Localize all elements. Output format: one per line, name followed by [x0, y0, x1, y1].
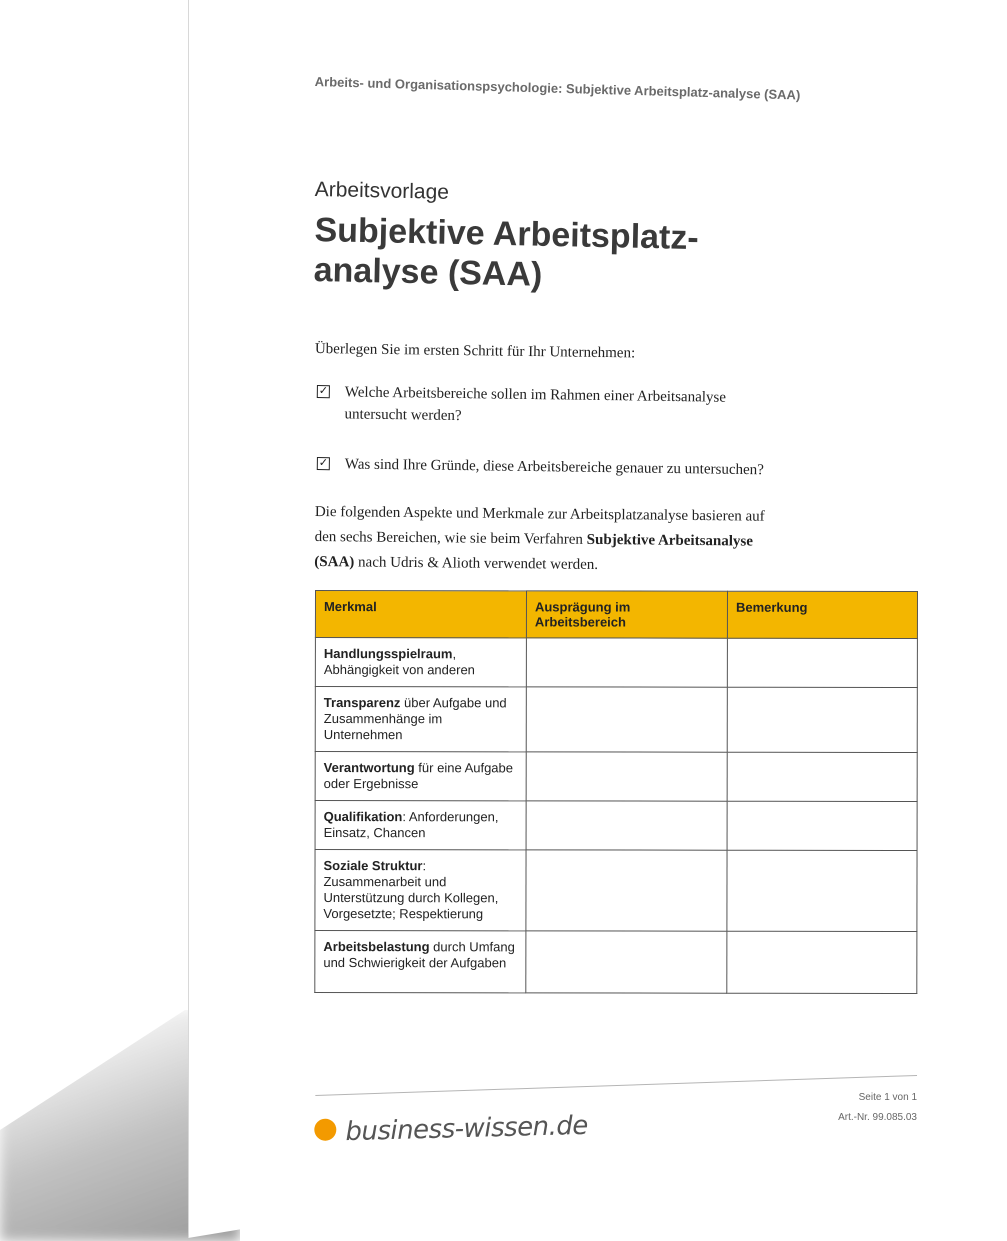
paragraph-text-end: nach Udris & Alioth verwendet werden.: [354, 554, 599, 573]
merkmal-bold: Transparenz: [323, 695, 401, 711]
auspraegung-cell[interactable]: [526, 752, 727, 801]
merkmal-rest: durch Umfang und Schwierigkeit der Aufgaben: [323, 939, 515, 971]
bemerkung-cell[interactable]: [727, 931, 917, 993]
table-row: [315, 638, 917, 688]
merkmal-cell: [315, 752, 526, 801]
merkmal-rest: über Aufgabe und Zusammenhänge im Unternehmen: [323, 695, 507, 743]
bemerkung-cell[interactable]: [727, 801, 917, 850]
checkbox-checked-icon: ✓: [318, 385, 329, 398]
auspraegung-cell[interactable]: [526, 850, 727, 931]
merkmal-rest: : Anforderungen, Einsatz, Chancen: [323, 809, 499, 841]
logo-text: business-wissen.de: [344, 1110, 589, 1148]
merkmal-rest: : Zusammenarbeit und Unterstützung durch Kollegen, Vorgesetzte; Respektierung: [323, 858, 499, 922]
bemerkung-cell[interactable]: [727, 638, 917, 687]
table-header-row: [315, 591, 917, 639]
table-row: [315, 931, 917, 994]
document-title: [313, 210, 735, 299]
header-merkmal: Merkmal: [315, 591, 526, 638]
bemerkung-cell[interactable]: [727, 687, 917, 752]
checklist-item-text: Welche Arbeitsbereiche sollen im Rahmen einer Arbeitsanalyse untersucht werden?: [344, 384, 727, 425]
title-line-2: analyse (SAA): [313, 250, 543, 294]
merkmal-rest: für eine Aufgabe oder Ergebnisse: [323, 760, 514, 792]
auspraegung-cell[interactable]: [526, 687, 727, 752]
table-row: [315, 687, 917, 753]
paragraph-bold: Subjektive Arbeitsanalyse (SAA): [314, 531, 754, 571]
body-paragraph: [314, 500, 785, 580]
merkmal-bold: Verantwortung: [323, 760, 415, 776]
auspraegung-cell[interactable]: [526, 638, 727, 687]
article-number: Art.-Nr. 99.085.03: [838, 1112, 917, 1123]
merkmal-bold: Arbeitsbelastung: [323, 939, 430, 955]
title-line-1: Subjektive Arbeitsplatz-: [314, 210, 700, 258]
merkmal-bold: Handlungsspielraum: [323, 646, 453, 662]
header-bemerkung: Bemerkung: [727, 591, 917, 638]
merkmal-cell: [315, 801, 526, 850]
saa-table: [314, 590, 918, 994]
bemerkung-cell[interactable]: [727, 850, 917, 931]
merkmal-rest: , Abhängigkeit von anderen: [323, 646, 475, 678]
document-subtitle: Arbeitsvorlage: [314, 178, 450, 204]
merkmal-bold: Qualifikation: [323, 809, 403, 825]
merkmal-cell: [315, 931, 526, 993]
merkmal-cell: [315, 687, 526, 752]
table-row: [315, 801, 917, 851]
checkbox-checked-icon: ✓: [318, 457, 329, 470]
auspraegung-cell[interactable]: [526, 801, 727, 850]
header-auspraegung: Ausprägung im Arbeitsbereich: [526, 591, 727, 638]
page-number: Seite 1 von 1: [858, 1092, 917, 1103]
table-row: [315, 752, 917, 802]
merkmal-bold: Soziale Struktur: [323, 858, 423, 874]
merkmal-cell: [315, 850, 526, 931]
table-row: [315, 850, 917, 932]
orange-dot-icon: [314, 1118, 337, 1141]
auspraegung-cell[interactable]: [526, 931, 727, 993]
bemerkung-cell[interactable]: [727, 752, 917, 801]
merkmal-cell: [315, 638, 526, 687]
intro-text: Überlegen Sie im ersten Schritt für Ihr Unternehmen:: [314, 341, 636, 362]
running-header: Arbeits- und Organisationspsychologie: Subjektive Arbeitsplatz-analyse (SAA): [314, 74, 801, 103]
checklist-item-text: Was sind Ihre Gründe, diese Arbeitsbereiche genauer zu untersuchen?: [344, 456, 764, 479]
paragraph-text: Die folgenden Aspekte und Merkmale zur Arbeitsplatzanalyse basieren auf den sechs Bereichen, wie sie beim Verfahren: [314, 503, 765, 548]
